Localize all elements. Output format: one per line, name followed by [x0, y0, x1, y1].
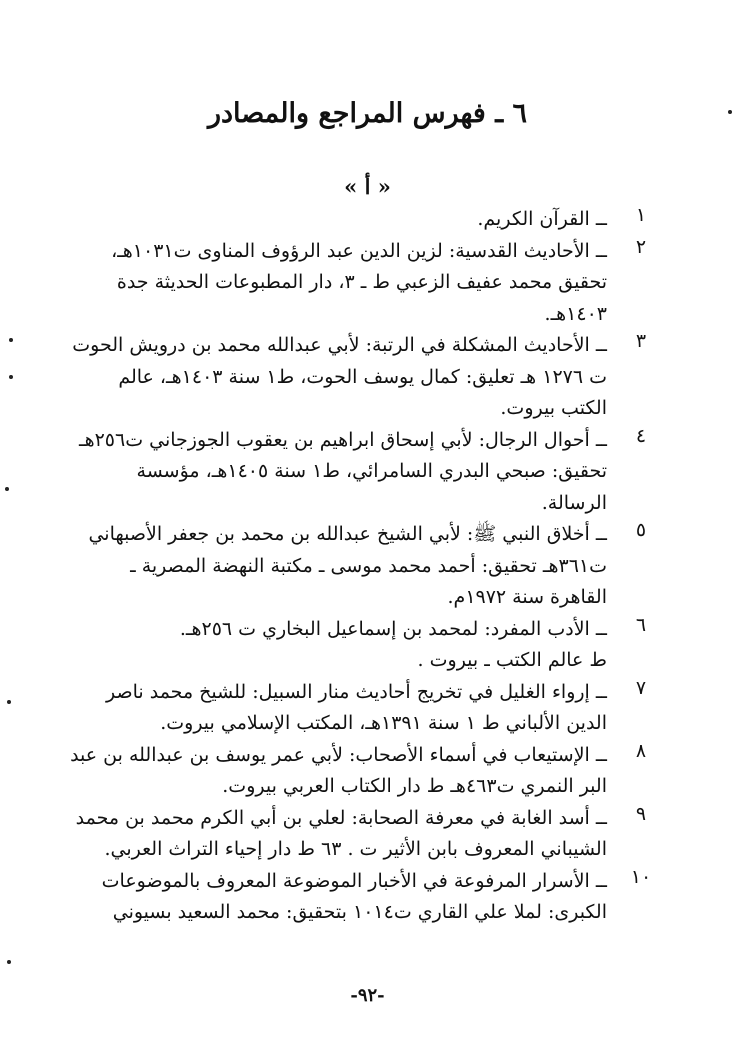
entry-line: ــ الإستيعاب في أسماء الأصحاب: لأبي عمر يوسف بن عبدالله بن عبد — [70, 743, 607, 766]
entry-number: ٤ — [635, 424, 647, 447]
scan-speck — [5, 487, 9, 491]
entry-line: القاهرة سنة ١٩٧٢م. — [447, 586, 607, 608]
entry-line: ــ القرآن الكريم. — [477, 208, 607, 230]
references-list — [70, 204, 653, 929]
scan-speck — [9, 338, 13, 342]
entry-number: ٨ — [635, 739, 647, 762]
entry-line: ت٣٦١هـ تحقيق: أحمد محمد موسى ـ مكتبة النهضة المصرية ـ — [130, 554, 607, 577]
entry-line: ــ أسد الغابة في معرفة الصحابة: لعلي بن أبي الكرم محمد بن محمد — [75, 806, 607, 829]
entry-line: ــ أخلاق النبي ﷺ: لأبي الشيخ عبدالله بن محمد بن جعفر الأصبهاني — [88, 523, 607, 545]
section-letter: « أ » — [344, 174, 391, 199]
entry-line: ــ الأحاديث المشكلة في الرتبة: لأبي عبدالله محمد بن درويش الحوت — [72, 334, 607, 356]
entry-number: ٥ — [635, 519, 647, 541]
reference-entry-4 — [79, 424, 653, 520]
scan-speck — [9, 375, 13, 379]
scan-speck — [7, 700, 11, 704]
reference-entry-2 — [104, 236, 653, 331]
reference-entry-6 — [104, 614, 653, 677]
entry-line: ــ الأحاديث القدسية: لزين الدين عبد الرؤوف المناوى ت١٠٣١هـ، — [111, 239, 607, 262]
entry-number: ١٠ — [630, 865, 652, 888]
reference-entry-7 — [104, 677, 653, 740]
entry-line: الرسالة. — [541, 491, 607, 514]
reference-entry-3 — [72, 330, 653, 425]
entry-number: ٧ — [635, 676, 647, 699]
entry-number: ١ — [635, 204, 647, 226]
entry-line: ــ الأسرار المرفوعة في الأخبار الموضوعة المعروف بالموضوعات — [101, 869, 607, 892]
reference-entry-1 — [104, 204, 653, 236]
entry-line: البر النمري ت٤٦٣هـ ط دار الكتاب العربي بيروت. — [222, 775, 607, 797]
entry-number: ٦ — [635, 613, 647, 636]
scan-speck — [728, 110, 732, 114]
entry-line: ت ١٢٧٦ هـ تعليق: كمال يوسف الحوت، ط١ سنة ١٤٠٣هـ، عالم — [118, 365, 607, 388]
entry-number: ٣ — [635, 330, 647, 352]
entry-number: ٢ — [635, 235, 647, 258]
entry-line: ــ الأدب المفرد: لمحمد بن إسماعيل البخاري ت ٢٥٦هـ. — [179, 617, 607, 640]
reference-entry-8 — [70, 739, 653, 803]
entry-line: الدين الألباني ط ١ سنة ١٣٩١هـ، المكتب الإسلامي بيروت. — [160, 712, 607, 734]
entry-number: ٩ — [635, 802, 647, 825]
entry-line: الشيباني المعروف بابن الأثير ت . ٦٣ ط دار إحياء التراث العربي. — [104, 838, 607, 860]
page-number: -٩٢- — [350, 985, 385, 1006]
reference-entry-10 — [101, 865, 653, 929]
entry-line: ــ أحوال الرجال: لأبي إسحاق ابراهيم بن يعقوب الجوزجاني ت٢٥٦هـ — [79, 428, 607, 451]
reference-entry-9 — [75, 802, 653, 866]
entry-line: ط عالم الكتب ـ بيروت . — [417, 649, 607, 671]
page-title: ٦ ـ فهرس المراجع والمصادر — [207, 98, 528, 129]
entry-line: تحقيق: صبحي البدري السامرائي، ط١ سنة ١٤٠٥هـ، مؤسسة — [136, 460, 607, 482]
entry-line: ــ إرواء الغليل في تخريج أحاديث منار السبيل: للشيخ محمد ناصر — [105, 680, 607, 703]
entry-line: الكبرى: لملا علي القاري ت١٠١٤ بتحقيق: محمد السعيد بسيوني — [112, 901, 607, 923]
scan-speck — [7, 960, 11, 964]
entry-line: تحقيق محمد عفيف الزعبي ط ـ ٣، دار المطبوعات الحديثة جدة — [116, 271, 607, 293]
entry-line: الكتب بيروت. — [500, 397, 607, 419]
reference-entry-5 — [88, 519, 653, 614]
entry-line: ١٤٠٣هـ. — [544, 302, 607, 325]
